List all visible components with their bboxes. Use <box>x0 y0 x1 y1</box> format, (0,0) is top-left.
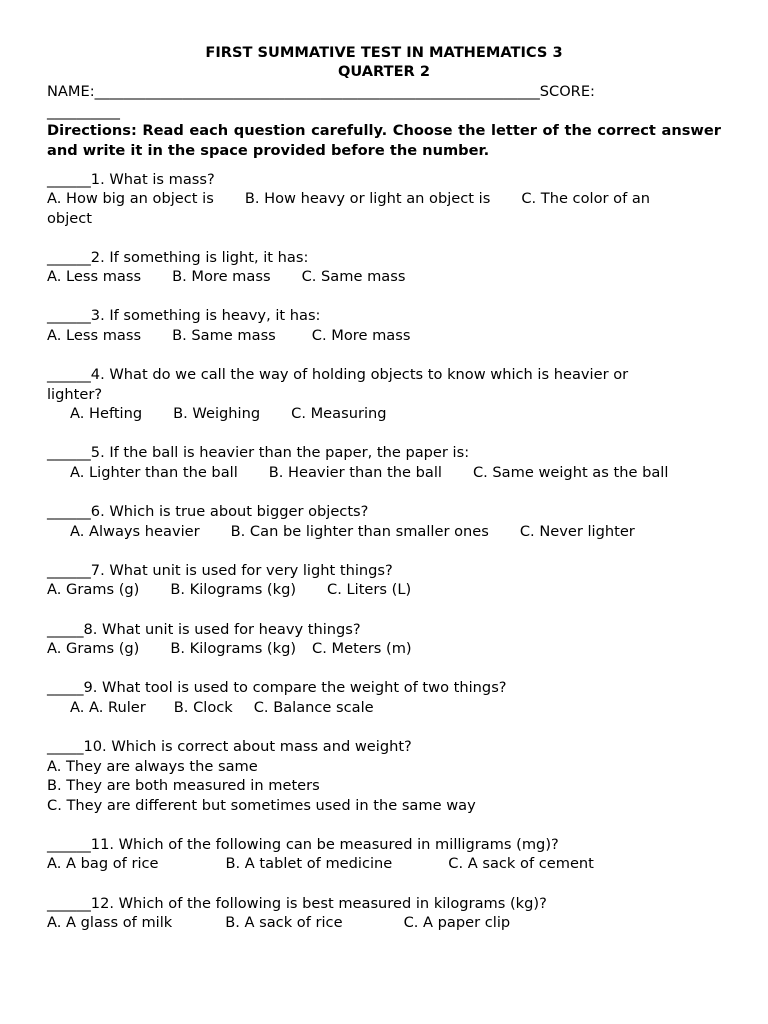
option-b: B. Kilograms (kg) <box>170 581 297 598</box>
question-11-options <box>47 854 728 874</box>
option-b: B. More mass <box>172 268 271 285</box>
option-a: A. A. Ruler <box>70 699 146 716</box>
question-4-continued: lighter? <box>47 386 103 403</box>
question-12-options <box>47 913 728 933</box>
option-a: A. They are always the same <box>47 758 258 775</box>
option-b: B. A tablet of medicine <box>225 855 393 872</box>
option-b: B. How heavy or light an object is <box>244 190 491 207</box>
option-a: A. Less mass <box>47 327 142 344</box>
option-c: C. Same weight as the ball <box>472 464 669 481</box>
option-c: C. Same mass <box>301 268 406 285</box>
option-a: A. Less mass <box>47 268 142 285</box>
option-c: C. They are different but sometimes used in the same way <box>47 797 476 814</box>
question-3: ______3. If something is heavy, it has: <box>47 307 321 324</box>
name-score-line <box>47 82 721 102</box>
option-c: C. Balance scale <box>253 699 374 716</box>
question-6-options <box>70 522 728 542</box>
option-c: C. A paper clip <box>403 914 511 931</box>
option-a: A. How big an object is <box>47 190 214 207</box>
question-7-options <box>47 580 728 600</box>
option-c: C. The color of an <box>521 190 651 207</box>
option-c: C. Liters (L) <box>327 581 412 598</box>
option-b: B. Kilograms (kg) <box>170 640 297 657</box>
directions-text: Directions: Read each question carefully. Choose the letter of the correct answer and write it in the space provided before the number. <box>47 122 721 159</box>
option-b: B. Heavier than the ball <box>268 464 442 481</box>
option-c: C. More mass <box>311 327 411 344</box>
question-9-options <box>70 698 728 718</box>
question-5: ______5. If the ball is heavier than the paper, the paper is: <box>47 444 470 461</box>
score-blank: __________ <box>47 103 120 120</box>
question-4-options <box>70 404 728 424</box>
question-2-options <box>47 267 728 287</box>
question-8: _____8. What unit is used for heavy things? <box>47 621 361 638</box>
name-score-label: NAME:_____________________________________________________________SCORE: <box>47 83 595 100</box>
option-c: C. Meters (m) <box>312 640 412 657</box>
option-b: B. Clock <box>173 699 233 716</box>
option-c: C. Never lighter <box>519 523 635 540</box>
option-b: B. Weighing <box>173 405 261 422</box>
option-a: A. Always heavier <box>70 523 200 540</box>
question-8-options <box>47 639 728 659</box>
option-b: B. Same mass <box>172 327 276 344</box>
question-5-options <box>70 463 728 483</box>
option-c-continued: object <box>47 210 92 227</box>
question-7: ______7. What unit is used for very light things? <box>47 562 393 579</box>
page-title: FIRST SUMMATIVE TEST IN MATHEMATICS 3 <box>205 44 563 61</box>
question-9: _____9. What tool is used to compare the weight of two things? <box>47 679 507 696</box>
option-b: B. Can be lighter than smaller ones <box>230 523 489 540</box>
question-2: ______2. If something is light, it has: <box>47 249 309 266</box>
question-12: ______12. Which of the following is best measured in kilograms (kg)? <box>47 895 547 912</box>
question-4: ______4. What do we call the way of holding objects to know which is heavier or <box>47 366 629 383</box>
question-6: ______6. Which is true about bigger objects? <box>47 503 369 520</box>
option-a: A. A glass of milk <box>47 914 173 931</box>
option-a: A. Hefting <box>70 405 143 422</box>
option-a: A. Grams (g) <box>47 581 140 598</box>
option-a: A. A bag of rice <box>47 855 159 872</box>
question-1-options <box>47 189 728 209</box>
question-10: _____10. Which is correct about mass and weight? <box>47 738 412 755</box>
option-a: A. Grams (g) <box>47 640 140 657</box>
question-1: ______1. What is mass? <box>47 171 215 188</box>
question-11: ______11. Which of the following can be measured in milligrams (mg)? <box>47 836 559 853</box>
option-c: C. Measuring <box>291 405 387 422</box>
option-c: C. A sack of cement <box>448 855 594 872</box>
option-b: B. A sack of rice <box>225 914 343 931</box>
question-3-options <box>47 326 728 346</box>
option-b: B. They are both measured in meters <box>47 777 320 794</box>
page-subtitle: QUARTER 2 <box>337 63 431 80</box>
option-a: A. Lighter than the ball <box>70 464 238 481</box>
